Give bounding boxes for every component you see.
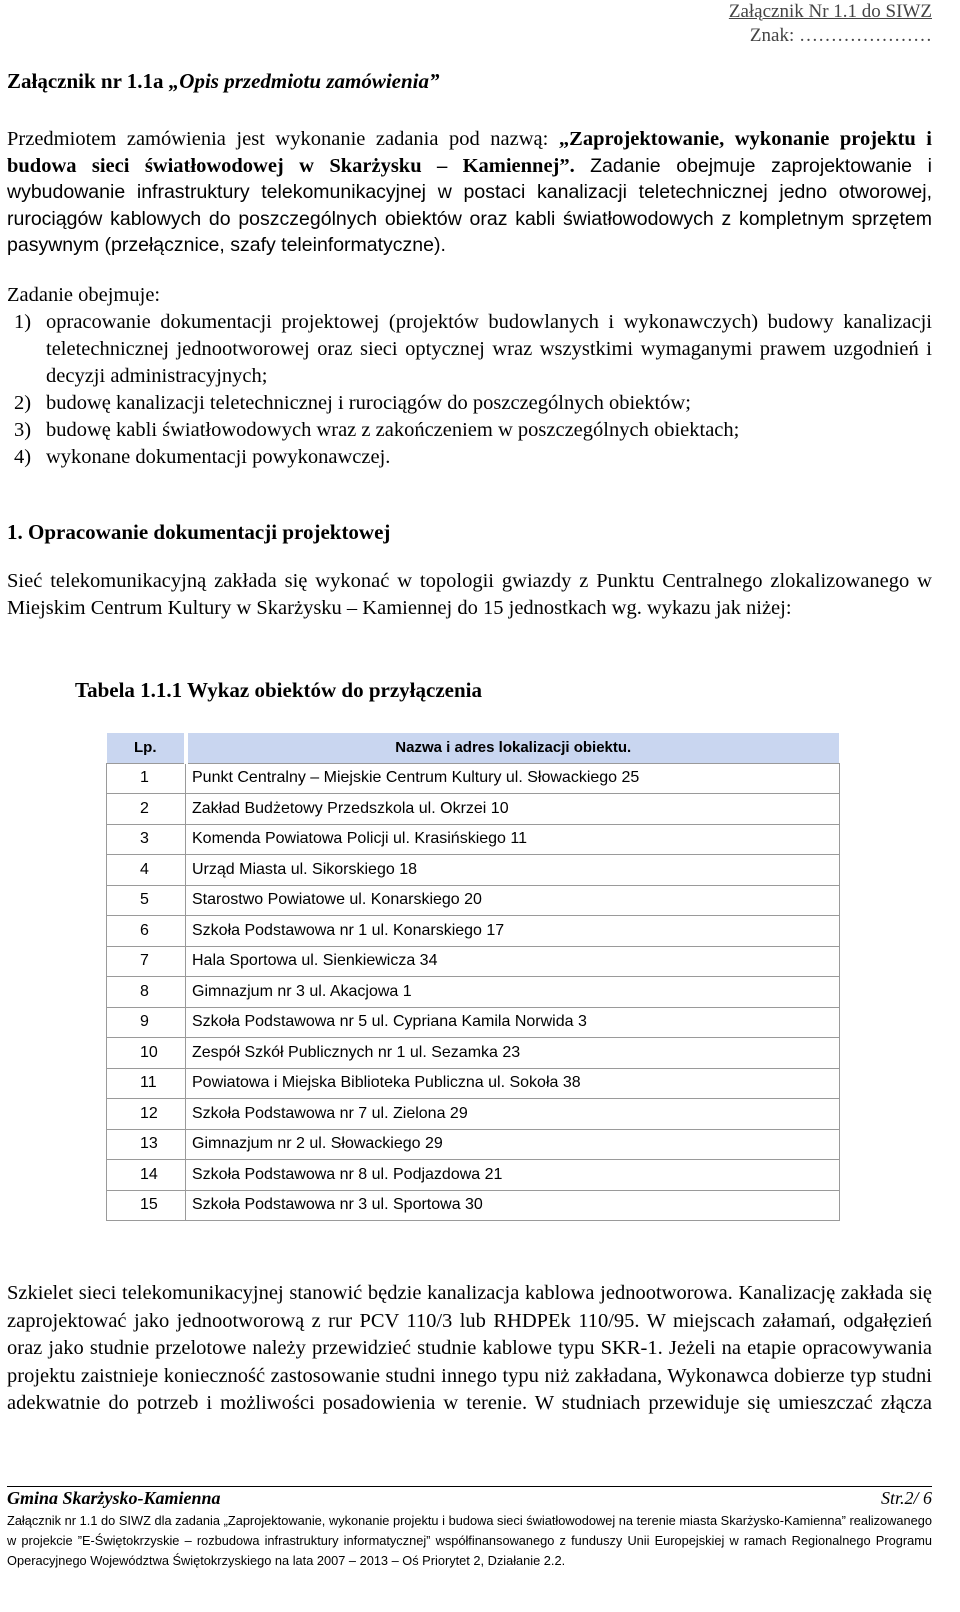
closing-paragraph: Szkielet sieci telekomunikacyjnej stanowić będzie kanalizacja kablowa jednootworowa. Kanalizację zakłada się zaprojektować jako jednootworową z rur PCV 110/3 lub RHDPEk 110/95. W miejscach załamań, odgałęzień oraz jako studnie przelotowe należy przewidzieć studnie kablowe typu SKR-1. Jeżeli na etapie opracowywania projektu zaistnieje konieczność zastosowanie studni innego typu niż zakładana, Wykonawca dobierze typ studni adekwatnie do potrzeb i możliwości posadowienia w terenie. W studniach przewiduje się umieszczać złącza <box>7 1282 932 1414</box>
table-row <box>107 946 840 977</box>
row-object-name: Gimnazjum nr 3 ul. Akacjowa 1 <box>186 977 840 1008</box>
row-object-name: Gimnazjum nr 2 ul. Słowackiego 29 <box>186 1129 840 1160</box>
table-row <box>107 855 840 886</box>
scope-heading: Zadanie obejmuje: <box>7 284 161 306</box>
row-object-name: Hala Sportowa ul. Sienkiewicza 34 <box>186 946 840 977</box>
objects-table <box>106 732 840 1221</box>
row-number: 10 <box>107 1038 186 1069</box>
list-item: 4) wykonane dokumentacji powykonawczej. <box>14 446 391 468</box>
attachment-reference: Załącznik Nr 1.1 do SIWZ <box>728 1 932 22</box>
table-row <box>107 1038 840 1069</box>
row-object-name: Starostwo Powiatowe ul. Konarskiego 20 <box>186 885 840 916</box>
row-number: 15 <box>107 1190 186 1221</box>
table-row <box>107 1099 840 1130</box>
row-number: 11 <box>107 1068 186 1099</box>
document-header <box>640 0 932 48</box>
scope-section <box>7 282 932 471</box>
table-row <box>107 1007 840 1038</box>
row-number: 8 <box>107 977 186 1008</box>
list-item: 3) budowę kabli światłowodowych wraz z zakończeniem w poszczególnych obiektach; <box>14 419 740 441</box>
column-header-name: Nazwa i adres lokalizacji obiektu. <box>186 733 840 764</box>
footer-municipality: Gmina Skarżysko-Kamienna <box>7 1488 221 1508</box>
row-object-name: Szkoła Podstawowa nr 7 ul. Zielona 29 <box>186 1099 840 1130</box>
row-number: 13 <box>107 1129 186 1160</box>
title-prefix: Załącznik nr 1.1a <box>7 69 169 93</box>
list-item: 2) budowę kanalizacji teletechnicznej i rurociągów do poszczególnych obiektów; <box>14 392 691 414</box>
row-number: 5 <box>107 885 186 916</box>
footer-note: Załącznik nr 1.1 do SIWZ dla zadania „Zaprojektowanie, wykonanie projektu i budowa sieci światłowodowej na terenie miasta Skarżysko-Kamienna” realizowanego w projekcie ”E-Świętokrzyskie – rozbudowa infrastruktury informatycznej” współfinansowanego z funduszy Unii Europejskiej w ramach Regionalnego Programu Operacyjnego Województwa Świętokrzyskiego na lata 2007 – 2013 – Oś Priorytet 2, Działanie 2.2. <box>7 1513 932 1568</box>
intro-paragraph <box>7 126 932 259</box>
row-number: 3 <box>107 824 186 855</box>
sign-field: Znak: ………………… <box>749 25 932 46</box>
table-row <box>107 1190 840 1221</box>
title-name: „Opis przedmiotu zamówienia” <box>168 69 440 93</box>
row-number: 1 <box>107 763 186 794</box>
row-number: 7 <box>107 946 186 977</box>
table-row <box>107 1068 840 1099</box>
row-number: 14 <box>107 1160 186 1191</box>
table-row <box>107 916 840 947</box>
section-paragraph: Sieć telekomunikacyjną zakłada się wykonać w topologii gwiazdy z Punktu Centralnego zlokalizowanego w Miejskim Centrum Kultury w Skarżysku – Kamiennej do 15 jednostkach wg. wykazu jak niżej: <box>7 570 932 619</box>
page-title <box>7 68 440 94</box>
intro-dot: . <box>569 154 591 177</box>
column-header-lp: Lp. <box>107 733 186 764</box>
table-row <box>107 794 840 825</box>
row-object-name: Urząd Miasta ul. Sikorskiego 18 <box>186 855 840 886</box>
project-name: „Zaprojektowanie, wykonanie projektu i budowa sieci światłowodowej w Skarżysku – Kamiennej” <box>7 128 933 177</box>
table-header-row <box>107 733 840 764</box>
row-number: 2 <box>107 794 186 825</box>
section-heading: 1. Opracowanie dokumentacji projektowej <box>7 520 391 544</box>
row-number: 12 <box>107 1099 186 1130</box>
row-number: 6 <box>107 916 186 947</box>
row-object-name: Szkoła Podstawowa nr 5 ul. Cypriana Kamila Norwida 3 <box>186 1007 840 1038</box>
intro-text-1: Przedmiotem zamówienia jest wykonanie zadania pod nazwą: <box>7 128 559 150</box>
row-number: 4 <box>107 855 186 886</box>
table-row <box>107 977 840 1008</box>
row-object-name: Komenda Powiatowa Policji ul. Krasińskiego 11 <box>186 824 840 855</box>
row-object-name: Szkoła Podstawowa nr 1 ul. Konarskiego 17 <box>186 916 840 947</box>
list-item: 1) opracowanie dokumentacji projektowej (projektów budowlanych i wykonawczych) budowy kanalizacji teletechnicznej jednootworowej oraz sieci optycznej wraz wszystkimi wymaganymi prawem uzgodnień i decyzji administracyjnych; <box>14 311 932 387</box>
row-object-name: Szkoła Podstawowa nr 3 ul. Sportowa 30 <box>186 1190 840 1221</box>
page-number: Str.2/ 6 <box>880 1488 932 1508</box>
table-row <box>107 1129 840 1160</box>
row-object-name: Szkoła Podstawowa nr 8 ul. Podjazdowa 21 <box>186 1160 840 1191</box>
table-row <box>107 824 840 855</box>
row-number: 9 <box>107 1007 186 1038</box>
row-object-name: Punkt Centralny – Miejskie Centrum Kultury ul. Słowackiego 25 <box>186 763 840 794</box>
table-row <box>107 763 840 794</box>
footer-divider <box>7 1486 932 1487</box>
table-row <box>107 885 840 916</box>
row-object-name: Zespół Szkół Publicznych nr 1 ul. Sezamka 23 <box>186 1038 840 1069</box>
table-row <box>107 1160 840 1191</box>
row-object-name: Zakład Budżetowy Przedszkola ul. Okrzei 10 <box>186 794 840 825</box>
intro-text-2: Zadanie obejmuje zaprojektowanie i wybudowanie infrastruktury telekomunikacyjnej w postaci kanalizacji teletechnicznej jedno otworowej, rurociągów kablowych do poszczególnych obiektów oraz kabli światłowodowych z kompletnym sprzętem pasywnym (przełącznice, szafy teleinformatyczne). <box>7 154 932 256</box>
table-caption: Tabela 1.1.1 Wykaz obiektów do przyłączenia <box>75 678 482 702</box>
row-object-name: Powiatowa i Miejska Biblioteka Publiczna ul. Sokoła 38 <box>186 1068 840 1099</box>
